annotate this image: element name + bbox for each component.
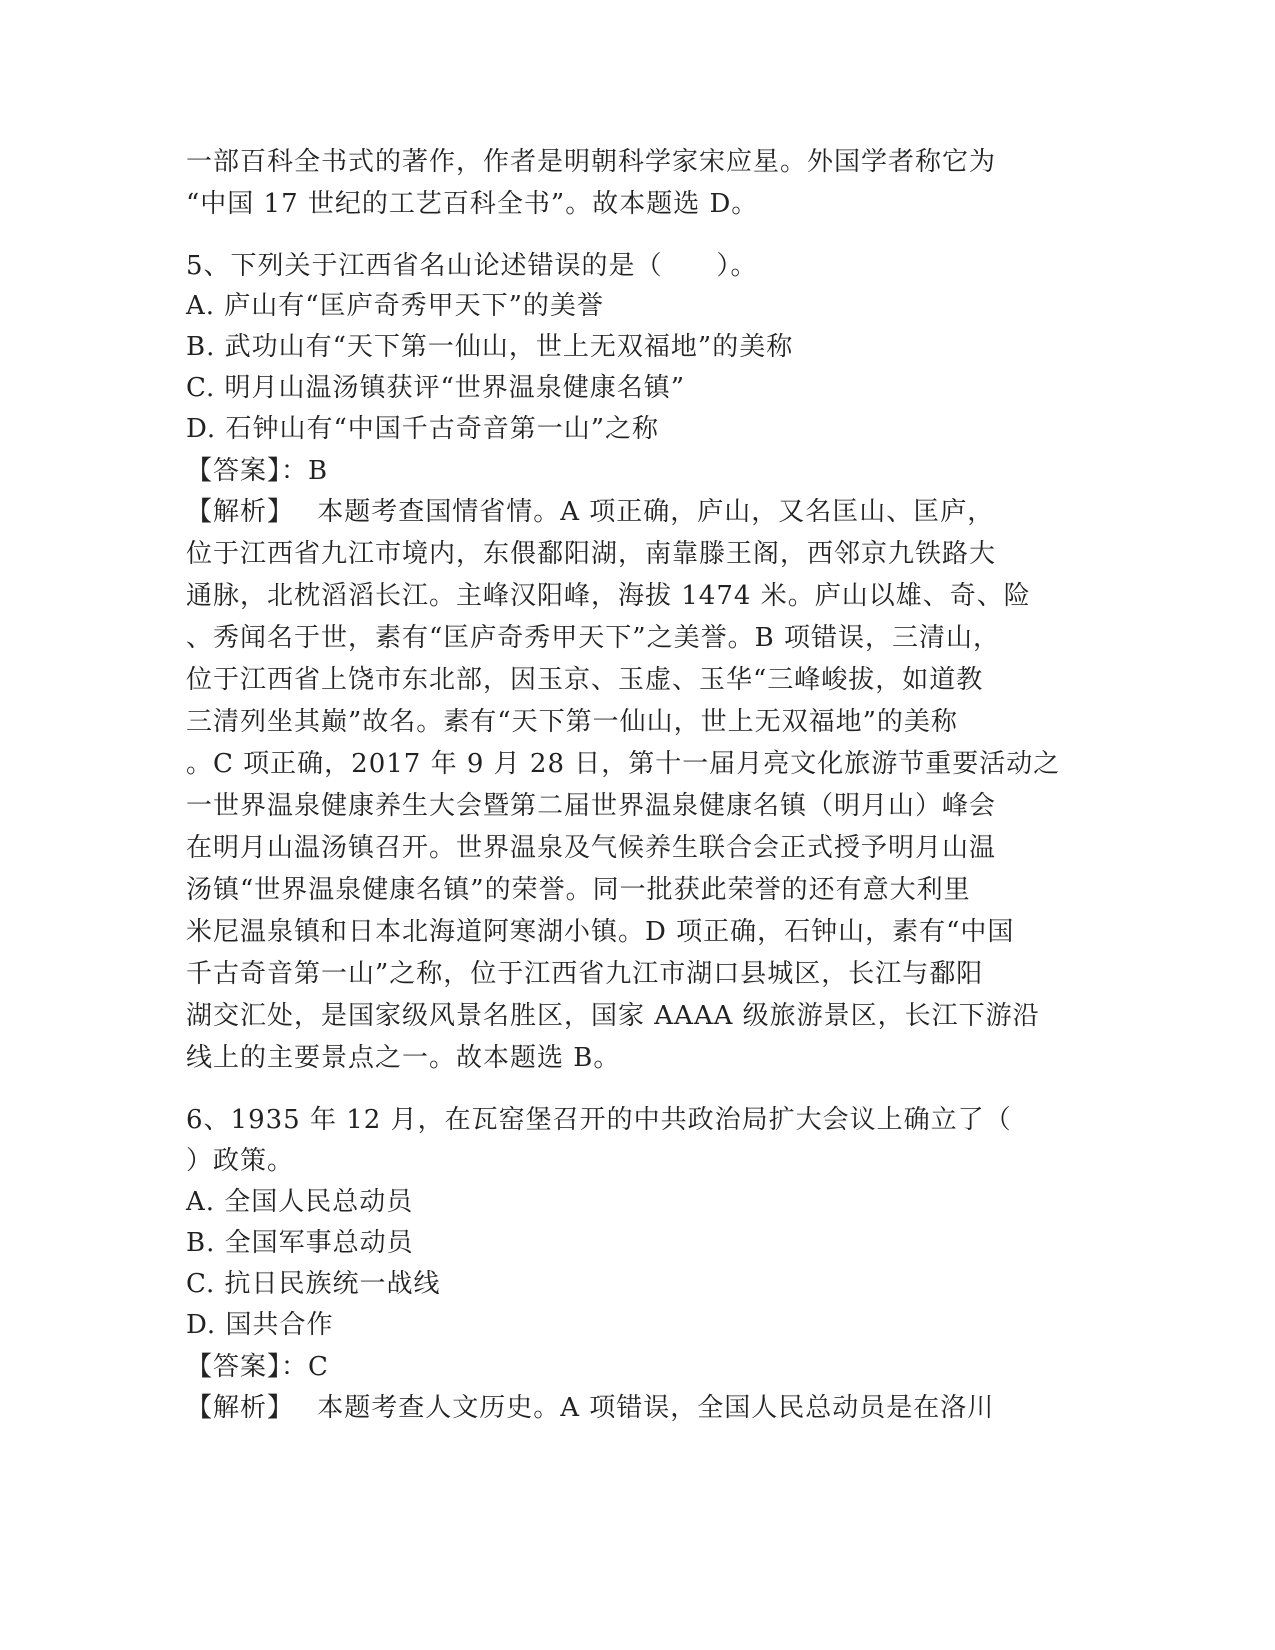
q6-option-b: B. 全国军事总动员 <box>186 1228 414 1258</box>
q5-analysis-line-7: 。C 项正确，2017 年 9 月 28 日，第十一届月亮文化旅游节重要活动之 <box>186 749 1061 779</box>
q6-option-d: D. 国共合作 <box>186 1310 334 1340</box>
q5-analysis-line-2: 位于江西省九江市境内，东偎鄱阳湖，南靠滕王阁，西邻京九铁路大 <box>186 539 997 569</box>
q5-analysis-line-4: 、秀闻名于世，素有“匡庐奇秀甲天下”之美誉。B 项错误，三清山， <box>186 623 1000 653</box>
q5-question: 5、下列关于江西省名山论述错误的是（ ）。 <box>186 251 758 281</box>
q6-answer: 【答案】：C <box>186 1352 329 1382</box>
q5-analysis-line-8: 一世界温泉健康养生大会暨第二届世界温泉健康名镇（明月山）峰会 <box>186 791 997 821</box>
intro-line-1: 一部百科全书式的著作，作者是明朝科学家宋应星。外国学者称它为 <box>186 147 997 177</box>
q6-question-line-2: ）政策。 <box>186 1146 295 1176</box>
q5-analysis-line-1: 【解析】 本题考查国情省情。A 项正确，庐山，又名匡山、匡庐， <box>186 497 995 527</box>
q5-analysis-line-12: 千古奇音第一山”之称，位于江西省九江市湖口县城区，长江与鄱阳 <box>186 959 984 989</box>
q5-option-d: D. 石钟山有“中国千古奇音第一山”之称 <box>186 414 660 444</box>
q6-analysis-line-1: 【解析】 本题考查人文历史。A 项错误，全国人民总动员是在洛川 <box>186 1393 995 1423</box>
q5-analysis-line-11: 米尼温泉镇和日本北海道阿寒湖小镇。D 项正确，石钟山，素有“中国 <box>186 917 1015 947</box>
q5-analysis-line-10: 汤镇“世界温泉健康名镇”的荣誉。同一批获此荣誉的还有意大利里 <box>186 875 971 905</box>
q6-question-line-1: 6、1935 年 12 月，在瓦窑堡召开的中共政治局扩大会议上确立了（ <box>186 1105 1012 1135</box>
q5-analysis-line-13: 湖交汇处，是国家级风景名胜区，国家 AAAA 级旅游景区，长江下游沿 <box>186 1001 1040 1031</box>
intro-line-2: “中国 17 世纪的工艺百科全书”。故本题选 D。 <box>186 189 759 219</box>
q5-analysis-line-9: 在明月山温汤镇召开。世界温泉及气候养生联合会正式授予明月山温 <box>186 833 997 863</box>
q5-answer: 【答案】：B <box>186 456 329 486</box>
q6-option-a: A. 全国人民总动员 <box>186 1187 414 1217</box>
q5-analysis-line-6: 三清列坐其巅”故名。素有“天下第一仙山，世上无双福地”的美称 <box>186 707 958 737</box>
q5-option-c: C. 明月山温汤镇获评“世界温泉健康名镇” <box>186 373 686 403</box>
q5-analysis-line-14: 线上的主要景点之一。故本题选 B。 <box>186 1043 621 1073</box>
q5-option-a: A. 庐山有“匡庐奇秀甲天下”的美誉 <box>186 291 604 321</box>
q5-option-b: B. 武功山有“天下第一仙山，世上无双福地”的美称 <box>186 332 794 362</box>
q5-analysis-line-5: 位于江西省上饶市东北部，因玉京、玉虚、玉华“三峰峻拔，如道教 <box>186 665 984 695</box>
q5-analysis-line-3: 通脉，北枕滔滔长江。主峰汉阳峰，海拔 1474 米。庐山以雄、奇、险 <box>186 581 1031 611</box>
q6-option-c: C. 抗日民族统一战线 <box>186 1269 441 1299</box>
